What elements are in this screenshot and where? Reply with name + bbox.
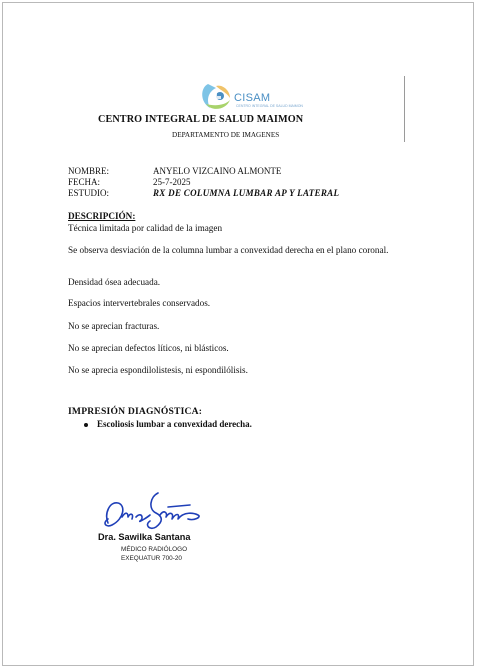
doctor-registration: EXEQUATUR 700-20 [121, 555, 182, 562]
description-line: No se aprecian fracturas. [68, 321, 160, 331]
patient-name: ANYELO VIZCAINO ALMONTE [153, 166, 282, 176]
study-name: RX DE COLUMNA LUMBAR AP Y LATERAL [153, 188, 340, 198]
logo-brand: CISAM [234, 92, 271, 104]
exam-date: 25-7-2025 [153, 177, 191, 187]
logo-tagline: CENTRO INTEGRAL DE SALUD MAIMON [236, 104, 303, 108]
impression-item: Escoliosis lumbar a convexidad derecha. [97, 419, 252, 429]
description-line: Técnica limitada por calidad de la imagen [68, 223, 223, 233]
description-line: No se aprecia espondilolistesis, ni espondilólisis. [68, 365, 248, 375]
doctor-name: Dra. Sawilka Santana [98, 532, 191, 542]
impression-heading: IMPRESIÓN DIAGNÓSTICA: [68, 406, 203, 417]
name-label: NOMBRE: [68, 166, 110, 176]
description-line: Espacios intervertebrales conservados. [68, 298, 211, 308]
date-label: FECHA: [68, 177, 101, 187]
doctor-role: MÉDICO RADIÓLOGO [121, 546, 188, 553]
bullet-icon [84, 423, 88, 427]
institution-title: CENTRO INTEGRAL DE SALUD MAIMON [98, 114, 304, 125]
department-name: DEPARTAMENTO DE IMAGENES [172, 131, 280, 139]
description-heading: DESCRIPCIÓN: [68, 211, 136, 221]
handwritten-signature [98, 483, 210, 535]
description-line: No se aprecian defectos líticos, ni blásticos. [68, 343, 229, 353]
description-line: Densidad ósea adecuada. [68, 277, 161, 287]
margin-rule [404, 76, 405, 142]
description-line: Se observa desviación de la columna lumbar a convexidad derecha en el plano coronal. [68, 245, 389, 255]
study-label: ESTUDIO: [68, 188, 109, 198]
